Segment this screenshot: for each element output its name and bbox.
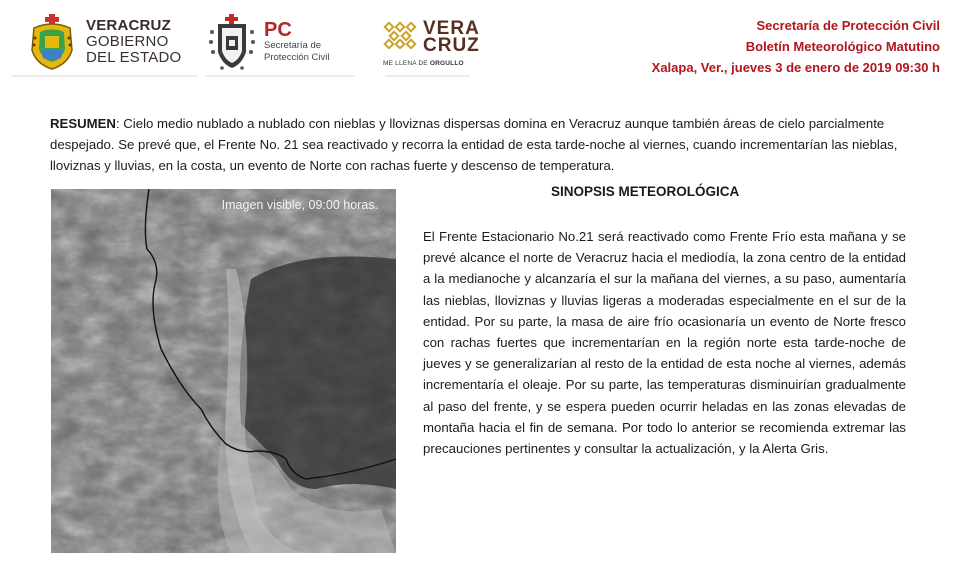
- logo-veracruz-line3: DEL ESTADO: [86, 49, 182, 66]
- logo-tagline-regular: ME LLENA DE: [383, 60, 430, 67]
- state-coat-of-arms-icon: [30, 14, 74, 70]
- synopsis-title: SINOPSIS METEOROLÓGICA: [551, 184, 740, 199]
- logo-veracruz-line2: GOBIERNO: [86, 33, 169, 50]
- logo-divider: [205, 75, 355, 77]
- pc-shield-icon: [208, 14, 256, 70]
- summary-paragraph: [50, 113, 930, 176]
- logo-cruz: CRUZ: [423, 35, 480, 56]
- logo-pc-acronym: PC: [264, 19, 292, 41]
- summary-label: RESUMEN: [50, 116, 116, 131]
- veracruz-government-logo: [30, 14, 181, 70]
- logo-pc-line1: Secretaría de: [264, 40, 322, 51]
- bulletin-title-block: [652, 15, 940, 78]
- summary-text: : Cielo medio nublado a nublado con nieblas y lloviznas dispersas domina en Veracruz aunque también áreas de cielo parcialmente despejado. Se prevé que, el Frente No. 21 sea reactivado y recorra la entidad de esta tarde-noche al viernes, cuando incrementarían las nieblas, lloviznas y lluvias, en la costa, un evento de Norte con rachas fuerte y descenso de temperatura.: [50, 116, 898, 173]
- diamond-pattern-icon: [383, 21, 417, 54]
- logo-divider: [12, 75, 197, 77]
- agency-name: Secretaría de Protección Civil: [756, 18, 940, 33]
- bulletin-date: Xalapa, Ver., jueves 3 de enero de 2019 09:30 h: [651, 60, 940, 75]
- logo-tagline: [383, 60, 464, 67]
- logo-divider: [385, 75, 470, 77]
- veracruz-brand-logo: [383, 20, 480, 67]
- proteccion-civil-logo: [208, 14, 329, 70]
- synopsis-body: El Frente Estacionario No.21 será reactivado como Frente Frío esta mañana y se prevé alcance el norte de Veracruz hacia el mediodía, la zona centro de la entidad a la medianoche y alcanzaría el sur la mañana del viernes, a su paso, aumentaría las nieblas, lloviznas y lluvias ligeras a moderadas especialmente en el sur de la entidad. Por su parte, la masa de aire frío ocasionaría un evento de Norte fresco con rachas fuertes que incrementarían en la región norte esta tarde-noche de jueves y se generalizarían al resto de la entidad de esta noche al viernes, además incrementaría el oleaje. Por su parte, las temperaturas disminuirían gradualmente al paso del frente, y se espera pueden ocurrir heladas en las zonas elevadas de montaña hacia el fin de semana. Por todo lo anterior se recomienda extremar las precauciones pertinentes y consultar la actualización, y la Alerta Gris.: [423, 229, 906, 457]
- logo-tagline-bold: ORGULLO: [429, 60, 464, 67]
- bulletin-name: Boletín Meteorológico Matutino: [745, 39, 940, 54]
- logo-veracruz-line1: VERACRUZ: [86, 17, 171, 34]
- logo-pc-line2: Protección Civil: [264, 52, 330, 63]
- logo-vera: VERA: [423, 18, 480, 39]
- satellite-image: [51, 189, 396, 553]
- satellite-caption: Imagen visible, 09:00 horas.: [221, 198, 378, 212]
